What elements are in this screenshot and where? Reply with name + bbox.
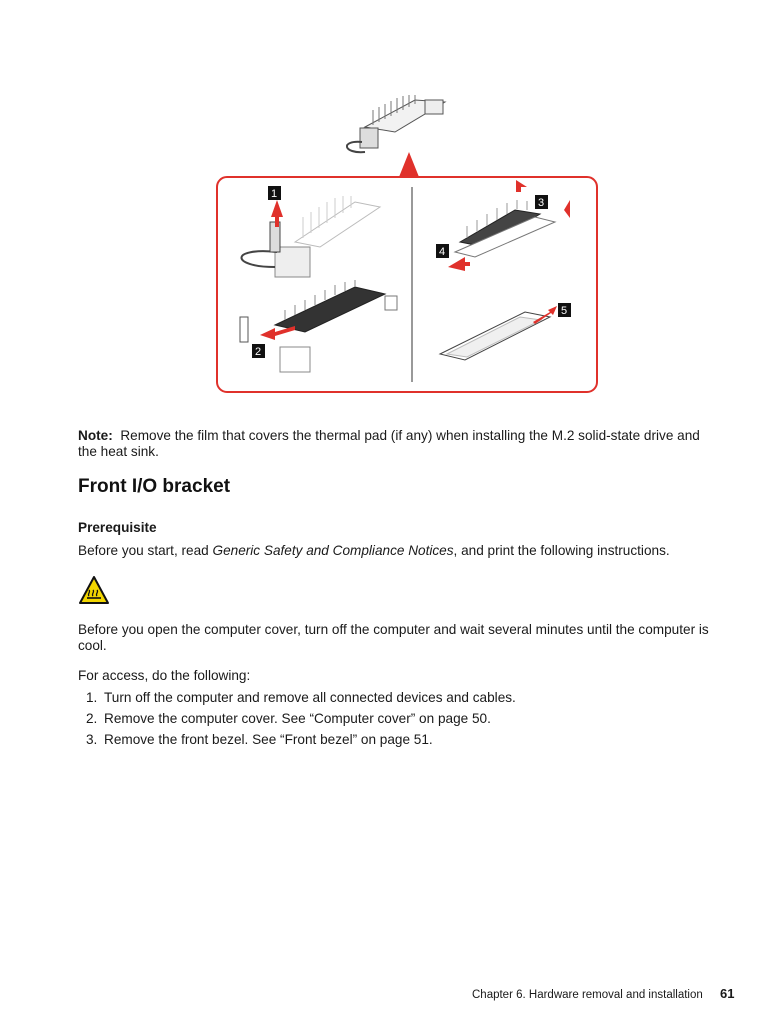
page-number: 61	[719, 986, 735, 1001]
assembled-heat-sink	[347, 95, 445, 152]
note-text: Remove the film that covers the thermal pad (if any) when installing the M.2 solid-state drive and the heat sink.	[78, 428, 700, 459]
list-item: 1. Turn off the computer and remove all connected devices and cables.	[86, 690, 516, 705]
step2-heat-sink	[275, 280, 385, 332]
footer-chapter: Chapter 6.	[472, 989, 526, 1001]
access-intro: For access, do the following:	[78, 668, 251, 683]
note-paragraph	[78, 428, 718, 460]
callout-1: 1	[271, 188, 278, 200]
prerequisite-text: Before you start, read Generic Safety and Compliance Notices, and print the following instructions.	[78, 543, 670, 558]
warning-text: Before you open the computer cover, turn off the computer and wait several minutes until the computer is cool.	[78, 622, 709, 653]
note-label: Note:	[78, 428, 113, 443]
page-footer	[472, 986, 734, 1001]
hot-surface-warning-icon	[78, 575, 110, 605]
safety-notices-title: Generic Safety and Compliance Notices	[212, 543, 454, 558]
step1-heat-sink	[275, 196, 380, 277]
pointer-triangle	[399, 152, 419, 177]
callout-2: 2	[255, 346, 262, 358]
access-steps-list	[86, 690, 516, 753]
heat-sink-removal-illustration	[215, 92, 600, 395]
list-item: 2. Remove the computer cover. See “Computer cover” on page 50.	[86, 711, 491, 726]
section-title: Front I/O bracket	[78, 476, 231, 497]
callout-3: 3	[538, 197, 545, 209]
arrow-left	[260, 326, 295, 340]
prerequisite-heading: Prerequisite	[78, 520, 157, 535]
footer-chapter-title: Hardware removal and installation	[528, 989, 703, 1001]
callout-5: 5	[561, 305, 568, 317]
list-item: 3. Remove the front bezel. See “Front bezel” on page 51.	[86, 732, 433, 747]
callout-4: 4	[439, 246, 446, 258]
